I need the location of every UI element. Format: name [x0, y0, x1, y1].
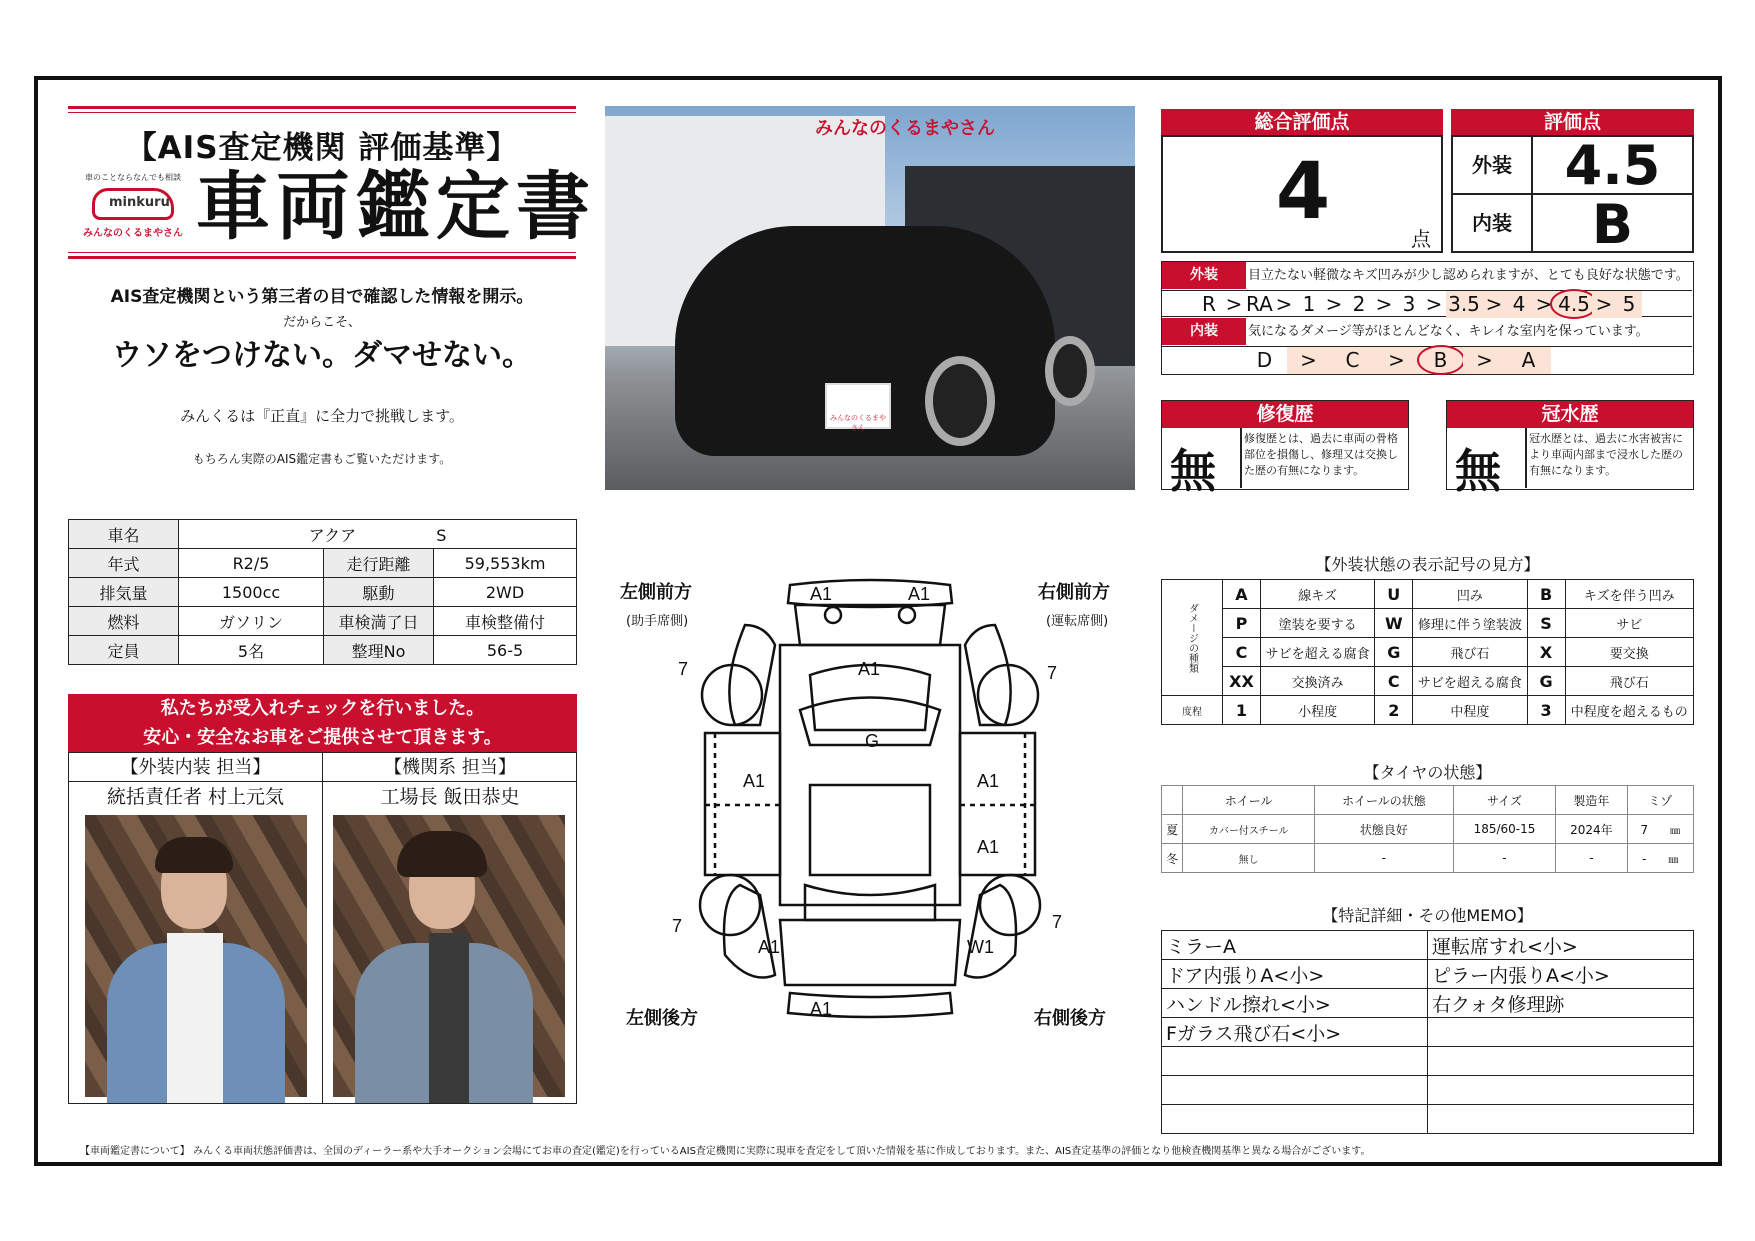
mark-front-bumper-right: A1 [908, 584, 931, 604]
scale-item: B [1418, 347, 1463, 374]
intro-line5: もちろん実際のAIS鑑定書もご覧いただけます。 [192, 452, 452, 466]
scale-item: 4.5 [1556, 291, 1592, 318]
tire-cell: 冬 [1162, 844, 1183, 873]
tire-cell: 夏 [1162, 815, 1183, 844]
flood-divider [1525, 428, 1527, 488]
tire-cell: 185/60-15 [1453, 815, 1556, 844]
header-rule-bottom [68, 256, 576, 259]
legend-key: X [1527, 638, 1565, 667]
legend-value: 塗装を要する [1261, 609, 1375, 638]
car-photo [605, 106, 1135, 490]
mark-windshield: G [865, 731, 880, 751]
tire-header: ミゾ [1627, 786, 1693, 815]
spec-label: 走行距離 [324, 549, 434, 578]
check-banner-line2: 安心・安全なお車をご提供させて頂きます。 [143, 727, 502, 748]
scale-item: A [1506, 347, 1551, 374]
legend-key: S [1527, 609, 1565, 638]
table-row [1162, 815, 1694, 844]
spec-value: 59,553km [434, 549, 577, 578]
legend-key: 2 [1375, 696, 1413, 725]
header-rule-bottom-thin [68, 252, 576, 253]
memo-title: 【特記詳細・その他MEMO】 [1322, 906, 1533, 925]
scale-item: > [1225, 292, 1243, 316]
spec-value: 56-5 [434, 636, 577, 665]
spec-value: 1500cc [179, 578, 324, 607]
logo-word: minkuru [109, 195, 170, 210]
scale-item: 2 [1352, 292, 1366, 316]
scale-item: 3.5 [1446, 291, 1482, 318]
table-row [1162, 931, 1694, 960]
grade-int-desc: 気になるダメージ等がほとんどなく、キレイな室内を保っています。 [1248, 324, 1649, 339]
tire-cell: 無し [1183, 844, 1315, 873]
mark-tire-rear-left: 7 [672, 916, 683, 936]
tire-cell: - [1556, 844, 1627, 873]
legend-key: U [1375, 580, 1413, 609]
legend-value: 飛び石 [1565, 667, 1693, 696]
legend-title: 【外装状態の表示記号の見方】 [1315, 555, 1540, 574]
diagram-front-left-sub: (助手席側) [626, 614, 689, 629]
repair-history-value: 無 [1170, 444, 1216, 498]
tire-header: ホイール [1183, 786, 1315, 815]
memo-cell [1428, 1047, 1694, 1076]
repair-history-box [1161, 400, 1409, 498]
intro-line4: みんくるは『正直』に全力で挑戦します。 [180, 407, 464, 425]
mark-hood: A1 [858, 659, 881, 679]
grade-ext-label: 外装 [1162, 262, 1246, 289]
memo-cell [1162, 1047, 1428, 1076]
diagram-front-right-sub: (運転席側) [1046, 614, 1109, 629]
car-logo-icon [92, 188, 174, 220]
staff-photo [85, 815, 307, 1097]
scale-item: RA [1246, 292, 1273, 316]
legend-value: キズを伴う凹み [1565, 580, 1693, 609]
spec-label: 年式 [69, 549, 179, 578]
tire-groove-value: 7 [1640, 822, 1649, 837]
memo-cell: ドア内張りA<小> [1162, 960, 1428, 989]
memo-cell [1428, 1105, 1694, 1134]
scale-item: > [1275, 292, 1293, 316]
spec-value: 2WD [434, 578, 577, 607]
table-row [1162, 1018, 1694, 1047]
staff-exterior [69, 753, 323, 1103]
eval-header: 評価点 [1451, 109, 1694, 135]
staff-mechanical [323, 753, 577, 1103]
check-banner-line1: 私たちが受入れチェックを行いました。 [160, 698, 485, 719]
intro-catchphrase: ウソをつけない。ダマせない。 [112, 338, 532, 373]
grade-ext-scale [1162, 290, 1692, 317]
tire-header: サイズ [1453, 786, 1556, 815]
scale-item: R [1202, 292, 1216, 316]
diagram-rear-right: 右側後方 [1034, 1008, 1106, 1029]
mark-left-front-door: A1 [743, 771, 766, 791]
check-banner [68, 694, 577, 752]
spec-label: 定員 [69, 636, 179, 665]
eval-ext-label: 外装 [1453, 137, 1533, 195]
grade-int-label: 内装 [1162, 318, 1246, 345]
tire-groove-value: - [1642, 851, 1647, 866]
tires-table [1161, 785, 1694, 873]
legend-key: G [1527, 667, 1565, 696]
memo-cell [1428, 1076, 1694, 1105]
table-row [1162, 638, 1694, 667]
tires-title: 【タイヤの状態】 [1363, 763, 1492, 782]
eval-int-value: B [1591, 193, 1634, 256]
staff-photo [333, 815, 565, 1097]
scale-item: > [1463, 347, 1506, 374]
scale-item: > [1325, 292, 1343, 316]
table-row [1162, 960, 1694, 989]
tire-cell: - [1315, 844, 1454, 873]
mark-tire-front-left: 7 [678, 659, 689, 679]
table-row [1162, 667, 1694, 696]
memo-cell: ピラー内張りA<小> [1428, 960, 1694, 989]
photo-figure-shirt [429, 933, 469, 1103]
mark-front-bumper-left: A1 [810, 584, 833, 604]
repair-history-header: 修復歴 [1162, 401, 1408, 428]
tire-cell: - [1453, 844, 1556, 873]
car-damage-diagram [672, 575, 1063, 1025]
tire-header [1162, 786, 1183, 815]
mark-right-rear-door: A1 [977, 837, 1000, 857]
legend-key: B [1527, 580, 1565, 609]
scale-item: 3 [1402, 292, 1416, 316]
memo-cell: Fガラス飛び石<小> [1162, 1018, 1428, 1047]
legend-key: 3 [1527, 696, 1565, 725]
mark-tire-front-right: 7 [1047, 663, 1058, 683]
tire-groove [1627, 844, 1693, 873]
legend-key: C [1375, 667, 1413, 696]
repair-history-desc: 修復歴とは、過去に車両の骨格部位を損傷し、修理又は交換した歴の有無になります。 [1244, 432, 1398, 477]
logo-shopname: みんなのくるまやさん [83, 228, 183, 239]
legend-side-label: ダメージの種類 [1162, 580, 1223, 696]
table-row [1162, 609, 1694, 638]
table-row [69, 578, 577, 607]
spec-value: 車検整備付 [434, 607, 577, 636]
car-grade: S [436, 525, 447, 545]
scale-item: > [1482, 291, 1506, 318]
scale-item: > [1425, 292, 1443, 316]
mark-left-rear: A1 [758, 937, 781, 957]
photo-plate: みんなのくるまやさん [825, 383, 891, 429]
legend-value: サビを超える腐食 [1413, 667, 1527, 696]
total-score-unit: 点 [1411, 227, 1431, 251]
staff-name: 工場長 飯田恭史 [380, 786, 520, 808]
total-score-header: 総合評価点 [1161, 109, 1443, 135]
header-subtitle: 【AIS査定機関 評価基準】 [125, 130, 519, 166]
table-row [1162, 1105, 1694, 1134]
legend-key: W [1375, 609, 1413, 638]
tire-cell: 状態良好 [1315, 815, 1454, 844]
memo-cell: 右クォタ修理跡 [1428, 989, 1694, 1018]
legend-value: 線キズ [1261, 580, 1375, 609]
spec-car-name [179, 520, 577, 549]
mark-tire-rear-right: 7 [1052, 912, 1063, 932]
minkuru-logo [78, 172, 188, 238]
spec-label: 排気量 [69, 578, 179, 607]
selected-grade-circle [1550, 289, 1598, 319]
staff-panel [68, 752, 577, 1104]
table-row [69, 607, 577, 636]
table-row [1162, 786, 1694, 815]
selected-grade-circle [1417, 345, 1465, 375]
legend-value: 修理に伴う塗装波 [1413, 609, 1527, 638]
photo-figure-hair [397, 831, 487, 877]
table-row [1162, 844, 1694, 873]
legend-key: XX [1223, 667, 1261, 696]
spec-label: 車名 [69, 520, 179, 549]
car-name: アクア [308, 525, 357, 545]
legend-key: G [1375, 638, 1413, 667]
eval-int-label: 内装 [1453, 195, 1533, 251]
flood-history-header: 冠水歴 [1447, 401, 1693, 428]
tire-header: 製造年 [1556, 786, 1627, 815]
eval-box [1451, 134, 1694, 256]
table-row [69, 520, 577, 549]
memo-cell [1162, 1076, 1428, 1105]
scale-item: C [1330, 347, 1375, 374]
header-rule-top [68, 106, 576, 109]
spec-value: R2/5 [179, 549, 324, 578]
grade-int-scale [1162, 346, 1692, 373]
grade-ext-desc: 目立たない軽微なキズ凹みが少し認められますが、とても良好な状態です。 [1248, 268, 1689, 283]
total-score-value: 4 [1275, 147, 1331, 237]
legend-key: C [1223, 638, 1261, 667]
legend-value: サビを超える腐食 [1261, 638, 1375, 667]
memo-table [1161, 930, 1694, 1134]
legend-value: 小程度 [1261, 696, 1375, 725]
table-row [69, 636, 577, 665]
spec-label: 車検満了日 [324, 607, 434, 636]
footer-note: 【車両鑑定書について】 みんくる車両状態評価書は、全国のディーラー系や大手オークション会場にてお車の査定(鑑定)を行っているAIS査定機関に実際に現車を査定をして頂いた情報を基に作成しております。また、AIS査定基準の評価となり他検査機関基準と異なる場合がございます。 [80, 1146, 1371, 1157]
scale-item: > [1592, 291, 1616, 318]
flood-history-box [1446, 400, 1694, 498]
table-row [1162, 989, 1694, 1018]
legend-key: P [1223, 609, 1261, 638]
legend-value: 中程度 [1413, 696, 1527, 725]
flood-history-desc: 冠水歴とは、過去に水害被害により車両内部まで浸水した歴の有無になります。 [1529, 432, 1683, 477]
memo-cell: 運転席すれ<小> [1428, 931, 1694, 960]
grade-scale-panel [1161, 261, 1694, 375]
tire-groove-unit: ㎜ [1668, 854, 1679, 866]
table-row [1162, 696, 1694, 725]
mark-right-rear: W1 [967, 937, 994, 957]
legend-key: A [1223, 580, 1261, 609]
photo-figure-hair [155, 837, 233, 873]
tire-groove-unit: ㎜ [1670, 825, 1681, 837]
legend-value: 飛び石 [1413, 638, 1527, 667]
mark-right-front-door: A1 [977, 771, 1000, 791]
scale-item: > [1287, 347, 1330, 374]
tire-groove [1627, 815, 1693, 844]
intro-line1: AIS査定機関という第三者の目で確認した情報を開示。 [110, 287, 534, 307]
scale-item: > [1375, 347, 1418, 374]
diagram-front-right: 右側前方 [1038, 582, 1110, 603]
table-row [1162, 1076, 1694, 1105]
total-score-box [1161, 135, 1443, 253]
staff-role: 【機関系 担当】 [323, 753, 577, 782]
photo-wheel-front [925, 356, 995, 446]
tire-cell: カバー付スチール [1183, 815, 1315, 844]
table-row [1162, 1047, 1694, 1076]
spec-label: 整理No [324, 636, 434, 665]
logo-tagline: 車のことならなんでも相談 [85, 173, 181, 182]
tire-header: ホイールの状態 [1315, 786, 1454, 815]
spec-value: 5名 [179, 636, 324, 665]
legend-value: 交換済み [1261, 667, 1375, 696]
scale-item: > [1532, 291, 1556, 318]
repair-divider [1240, 428, 1242, 488]
scale-item: > [1375, 292, 1393, 316]
mark-rear-bumper: A1 [810, 999, 833, 1019]
legend-degree-label: 度程 [1162, 696, 1223, 725]
intro-line2: だからこそ、 [283, 315, 361, 330]
scale-item: 5 [1616, 291, 1642, 318]
memo-cell: ハンドル擦れ<小> [1162, 989, 1428, 1018]
scale-item: D [1256, 348, 1273, 372]
scale-item: 4 [1506, 291, 1532, 318]
photo-figure-shirt [167, 933, 223, 1103]
legend-key: 1 [1223, 696, 1261, 725]
page-title: 車両鑑定書 [196, 164, 596, 250]
diagram-front-left: 左側前方 [620, 582, 692, 603]
flood-history-value: 無 [1455, 444, 1501, 498]
memo-cell: ミラーA [1162, 931, 1428, 960]
table-row [1162, 580, 1694, 609]
photo-wheel-rear [1045, 336, 1095, 406]
spec-value: ガソリン [179, 607, 324, 636]
score-panel [1161, 109, 1694, 256]
tire-cell: 2024年 [1556, 815, 1627, 844]
spec-table [68, 519, 577, 665]
table-row [69, 549, 577, 578]
spec-label: 燃料 [69, 607, 179, 636]
header-rule-top-thin [68, 112, 576, 113]
eval-ext-value: 4.5 [1533, 137, 1692, 195]
memo-cell [1162, 1105, 1428, 1134]
scale-item: 1 [1302, 292, 1316, 316]
legend-table [1161, 579, 1694, 725]
legend-value: サビ [1565, 609, 1693, 638]
legend-value: 要交換 [1565, 638, 1693, 667]
staff-name: 統括責任者 村上元気 [106, 786, 285, 808]
legend-value: 中程度を超えるもの [1565, 696, 1693, 725]
diagram-rear-left: 左側後方 [626, 1008, 698, 1029]
spec-label: 駆動 [324, 578, 434, 607]
photo-shop-sign: みんなのくるまやさん [815, 118, 995, 139]
legend-value: 凹み [1413, 580, 1527, 609]
memo-cell [1428, 1018, 1694, 1047]
staff-role: 【外装内装 担当】 [69, 753, 322, 782]
